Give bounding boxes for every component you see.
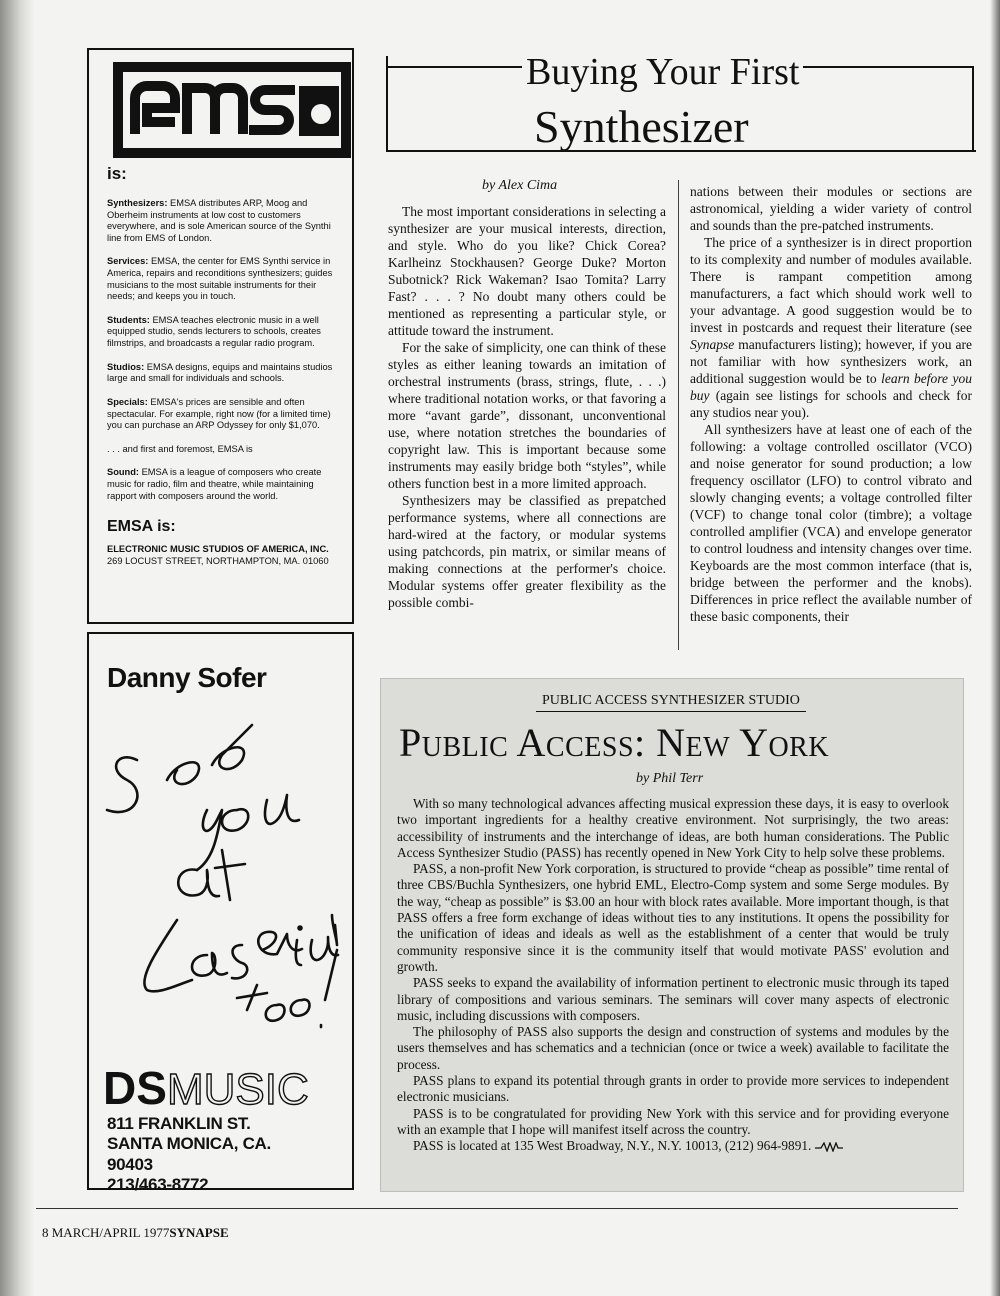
page-footer	[42, 1225, 229, 1241]
article-column-1	[388, 203, 666, 611]
page-binding-shadow	[0, 0, 34, 1296]
article-paragraph: The most important considerations in selecting a synthesizer are your musical interests, direction, and style. Who do you like? Chick Corea? Karlheinz Stockhausen? George Duke? Morton Subotnick? Rick Wakeman? Isao Tomita? Larry Fast? . . . ? No doubt many others could be mentioned as representing a particular style, or attitude toward the instrument.	[388, 204, 666, 338]
emsa-is-heading: is:	[107, 164, 127, 183]
footer-rule	[36, 1208, 958, 1209]
emsa-item: Studios: EMSA designs, equips and maintains studios large and small for individuals and schools.	[107, 361, 333, 384]
ds-address-line: SANTA MONICA, CA.	[107, 1134, 271, 1154]
emsa-foremost: . . . and first and foremost, EMSA is	[107, 443, 253, 454]
svg-text:See you at Laserium, too!: See you at Laserium, too!	[97, 720, 109, 721]
pass-paragraph: PASS, a non-profit New York corporation, is structured to provide “cheap as possible” time rental of three CBS/Buchla Synthesizers, one hybrid EML, Electro-Comp system and some Serge modules. By the way, “cheap as possible” is $3.00 an hour with block rates available. More important though, is that PASS offers a free form exchange of ideas without ties to any institutions. It opens the possibility for the unification of ideas and ideals as well as the establishment of a center that would be truly community responsive since it is the community itself that would motivate PASS' evolution and growth.	[397, 861, 949, 974]
article-paragraph: All synthesizers have at least one of each of the following: a voltage controlled oscillator (VCO) and noise generator for sound production; a low frequency oscillator (LFO) to control vibrato and slowly changing events; a voltage controlled filter (VCF) to change tonal color (timbre); a voltage controlled amplifier (VCA) and envelope generator to control loudness and intensity changes over time. Keyboards are the most common interface (that is, bridge between the performer and the knobs). Differences in price reflect the available number of these basic components, their	[690, 422, 972, 624]
emsa-item: Specials: EMSA's prices are sensible and often spectacular. For example, right now (for a limited time) you can purchase an ARP Odyssey for only $1,070.	[107, 396, 331, 431]
pass-kicker: PUBLIC ACCESS SYNTHESIZER STUDIO	[536, 693, 806, 712]
emsa-logo	[113, 62, 351, 158]
issue-date: MARCH/APRIL 1977	[51, 1225, 170, 1240]
emsa-is-heading-2: EMSA is:	[107, 518, 176, 536]
pass-paragraph: PASS is to be congratulated for providing New York with this service and for providing everyone with an example that I hope will manifest itself across the country.	[397, 1105, 949, 1137]
pass-body	[397, 796, 949, 1155]
ds-music-ad	[87, 632, 354, 1195]
pass-paragraph: PASS is located at 135 West Broadway, N.Y., N.Y. 10013, (212) 964-9891.	[397, 1138, 949, 1154]
pass-paragraph: With so many technological advances affecting musical expression these days, it is easy to overlook two important ingredients for a healthy creative environment. Not surprisingly, the two areas: accessibility of instruments and the interchange of ideas, are both human considerations. The Public Access Synthesizer Studio (PASS) has recently opened in New York City to help solve these problems.	[397, 796, 949, 860]
emsa-item: Students: EMSA teaches electronic music in a well equipped studio, sends lecturers to schools, creates filmstrips, and broadcasts a regular radio program.	[107, 314, 321, 349]
column-divider	[678, 180, 679, 650]
emsa-company: ELECTRONIC MUSIC STUDIOS OF AMERICA, INC.	[107, 544, 329, 555]
article-paragraph: The price of a synthesizer is in direct proportion to its complexity and number of modules available. There is rampant competition among manufacturers, a fact which should work well to your advantage. A good suggestion would be to invest in postcards and request their literature (see Synapse manufacturers listing); however, if you are not familiar with how synthesizers work, an additional suggestion would be to learn before you buy (again see listings for schools and check for any studios near you).	[690, 235, 972, 420]
svg-text:DS: DS	[103, 1064, 167, 1108]
page-number: 8	[42, 1225, 49, 1240]
article-title	[384, 51, 974, 156]
handwritten-message	[97, 720, 347, 1060]
article-title-line2: Synthesizer	[534, 101, 749, 152]
ds-address-line: 811 FRANKLIN ST.	[107, 1114, 251, 1133]
pass-paragraph: The philosophy of PASS also supports the design and construction of systems and modules by the users themselves and has schematics and a technician (once or twice a week) available to facilitate the process.	[397, 1024, 949, 1072]
page-edge-shadow	[990, 0, 1000, 1296]
title-rule-left	[386, 56, 388, 150]
emsa-sound: Sound: EMSA is a league of composers who create music for radio, film and theatre, while maintaining rapport with composers around the world.	[107, 467, 322, 501]
pass-sidebar	[380, 678, 964, 1192]
emsa-street: 269 LOCUST STREET, NORTHAMPTON, MA. 01060	[107, 555, 329, 566]
title-rule-right	[972, 66, 974, 152]
article-paragraph: For the sake of simplicity, one can think of these styles as either leaning towards an imitation of orchestral instruments (brass, strings, flute, . . .) where traditional notation works, or that favoring a more “avant garde”, dissonant, unconventional use, where notation stretches the boundaries of copyright law. This is important because some instruments may easily bridge both “styles”, while others function best in a more limited approach.	[388, 340, 666, 491]
article-title-line1: Buying Your First	[522, 50, 803, 94]
ds-address-line: 90403	[107, 1154, 153, 1174]
article-paragraph: Synthesizers may be classified as prepatched performance systems, where all connections are hard-wired at the factory, or modular systems using patchcords, pin matrix, or similar means of making connections at the performer's choice. Modular systems offer greater flexibility as the possible combi-	[388, 493, 666, 610]
emsa-item: Services: EMSA, the center for EMS Synthi service in America, repairs and reconditions synthesizers; guides musicians to the most suitable instruments for their needs; and keeps you in touch.	[107, 256, 333, 302]
ds-name: Danny Sofer	[107, 662, 267, 693]
emsa-ad	[87, 48, 354, 624]
emsa-address	[107, 544, 338, 567]
pass-paragraph: PASS seeks to expand the availability of information pertinent to electronic music through its taped library of compositions and various seminars. The seminars will cover many aspects of electronic music, including discussions with composers.	[397, 975, 949, 1023]
ds-address	[107, 1114, 271, 1196]
pass-byline: by Phil Terr	[636, 771, 704, 786]
svg-text:MUSIC: MUSIC	[167, 1065, 309, 1108]
emsa-item: Synthesizers: EMSA distributes ARP, Moog and Oberheim instruments at low cost to customers everywhere, and is sole American source of the Synthi line from EMS of London.	[107, 198, 331, 243]
pass-title: Public Access: New York	[399, 720, 830, 765]
end-mark-icon	[815, 1142, 843, 1152]
magazine-name: SYNAPSE	[169, 1225, 229, 1240]
ds-music-logo	[103, 1064, 333, 1108]
article-paragraph: nations between their modules or sections are astronomical, yielding a wider variety of control and sounds than the pre-patched instruments.	[690, 184, 972, 233]
article-column-2	[690, 183, 972, 625]
ds-phone: 213/463-8772	[107, 1175, 209, 1195]
pass-paragraph: PASS plans to expand its potential through grants in order to provide more services to independent electronic musicians.	[397, 1073, 949, 1105]
article-byline: by Alex Cima	[482, 178, 558, 193]
